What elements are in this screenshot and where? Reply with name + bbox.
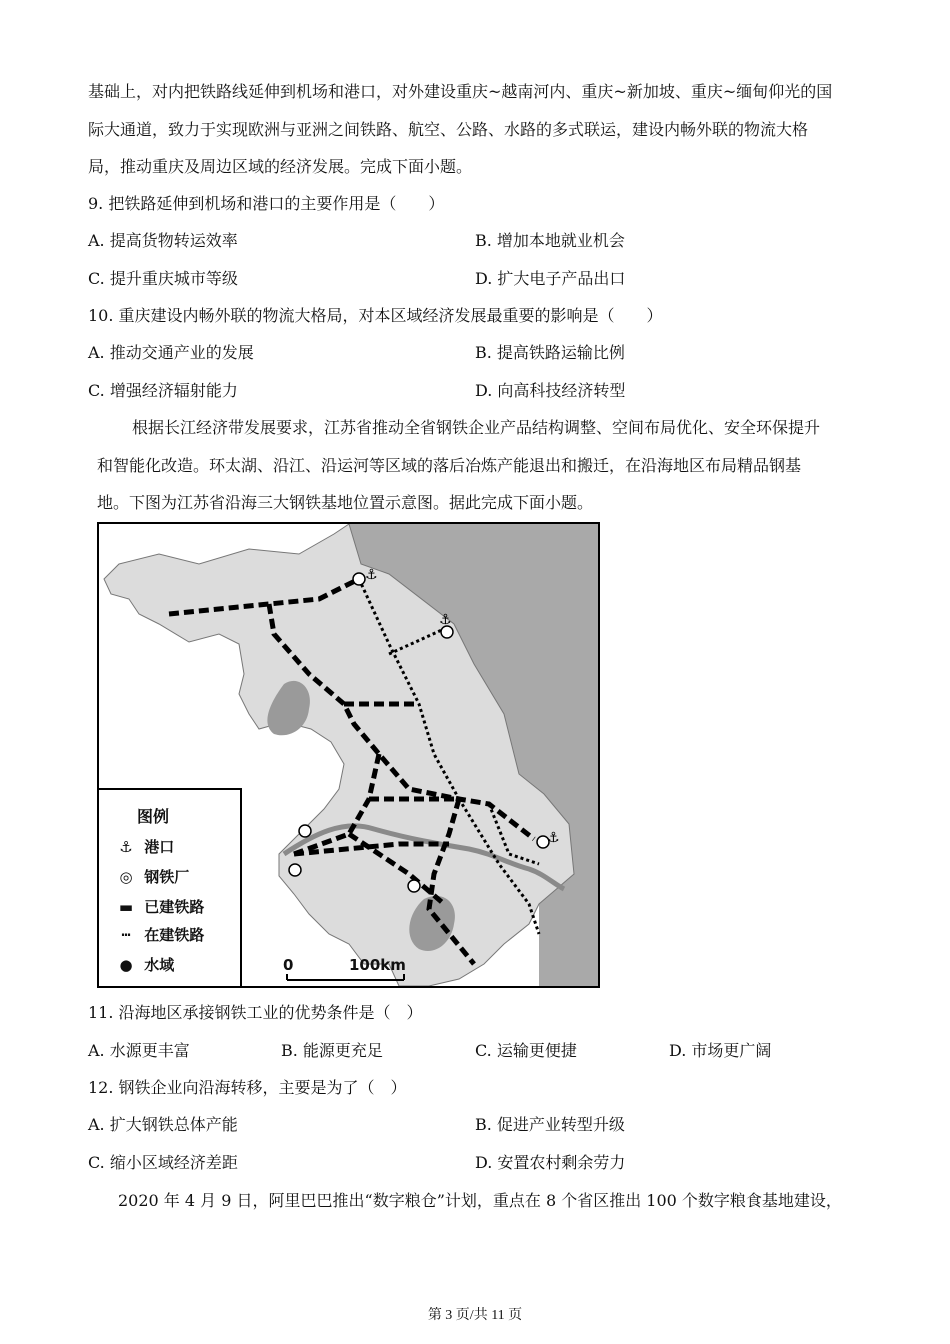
legend-built [113, 896, 204, 917]
question-10-option-d[interactable]: D. 向高科技经济转型 [475, 381, 626, 400]
question-11-stem: 11. 沿海地区承接钢铁工业的优势条件是（ ） [88, 1003, 423, 1022]
legend-building [113, 924, 204, 945]
steel-plant-icon: ◎ [119, 868, 133, 886]
legend-built-label: 已建铁路 [144, 898, 205, 916]
question-11-option-b[interactable]: B. 能源更充足 [281, 1041, 383, 1060]
question-12-option-d[interactable]: D. 安置农村剩余劳力 [475, 1153, 626, 1172]
built-railway-icon: ▬ [118, 898, 134, 916]
question-10-option-a[interactable]: A. 推动交通产业的发展 [88, 343, 254, 362]
legend-steel-label: 钢铁厂 [144, 868, 190, 886]
scale-label: 100km [349, 956, 406, 974]
legend-building-label: 在建铁路 [144, 926, 205, 944]
question-11-option-c[interactable]: C. 运输更便捷 [475, 1041, 577, 1060]
legend-water [113, 954, 174, 975]
page-footer: 第 3 页/共 11 页 [427, 1308, 523, 1323]
svg-text:⚓: ⚓ [439, 612, 452, 628]
passage-2-line-2: 和智能化改造。环太湖、沿江、沿运河等区域的落后冶炼产能退出和搬迁，在沿海地区布局精品钢基 [97, 456, 802, 475]
intro-line-2: 际大通道，致力于实现欧洲与亚洲之间铁路、航空、公路、水路的多式联运，建设内畅外联的物流大格 [88, 120, 809, 139]
question-9-stem: 9. 把铁路延伸到机场和港口的主要作用是（ ） [88, 194, 445, 213]
question-12-option-c[interactable]: C. 缩小区域经济差距 [88, 1153, 238, 1172]
question-10-stem: 10. 重庆建设内畅外联的物流大格局，对本区域经济发展最重要的影响是（ ） [88, 306, 663, 325]
question-12-option-b[interactable]: B. 促进产业转型升级 [475, 1115, 625, 1134]
svg-text:⚓: ⚓ [547, 830, 560, 846]
legend-steel [113, 866, 189, 887]
jiangsu-steel-base-map [97, 522, 600, 988]
passage-3-line-1: 2020 年 4 月 9 日，阿里巴巴推出“数字粮仓”计划，重点在 8 个省区推出 100 个数字粮食基地建设， [118, 1191, 842, 1210]
question-11-option-a[interactable]: A. 水源更丰富 [88, 1041, 190, 1060]
question-11-option-d[interactable]: D. 市场更广阔 [669, 1041, 772, 1060]
passage-2-line-3: 地。下图为江苏省沿海三大钢铁基地位置示意图。据此完成下面小题。 [97, 493, 594, 512]
legend-port-label: 港口 [144, 838, 175, 856]
water-icon: ● [119, 956, 133, 974]
anchor-icon: ⚓ [119, 838, 133, 856]
question-9-option-b[interactable]: B. 增加本地就业机会 [475, 231, 625, 250]
map-legend [99, 788, 242, 988]
passage-2-line-1: 根据长江经济带发展要求，江苏省推动全省钢铁企业产品结构调整、空间布局优化、安全环保提升 [132, 418, 821, 437]
building-railway-icon: ┅ [121, 926, 131, 944]
legend-water-label: 水域 [144, 956, 175, 974]
legend-port [113, 836, 174, 857]
svg-text:⚓: ⚓ [365, 567, 378, 583]
legend-title: 图例 [137, 807, 170, 826]
question-12-option-a[interactable]: A. 扩大钢铁总体产能 [88, 1115, 238, 1134]
question-9-option-d[interactable]: D. 扩大电子产品出口 [475, 269, 626, 288]
question-9-option-c[interactable]: C. 提升重庆城市等级 [88, 269, 238, 288]
question-12-stem: 12. 钢铁企业向沿海转移，主要是为了（ ） [88, 1078, 407, 1097]
intro-line-3: 局，推动重庆及周边区域的经济发展。完成下面小题。 [88, 157, 473, 176]
question-10-option-c[interactable]: C. 增强经济辐射能力 [88, 381, 238, 400]
scale-zero: 0 [283, 956, 294, 974]
question-9-option-a[interactable]: A. 提高货物转运效率 [88, 231, 238, 250]
intro-line-1: 基础上，对内把铁路线延伸到机场和港口，对外建设重庆~越南河内、重庆~新加坡、重庆~缅甸仰光的国 [88, 82, 833, 101]
question-10-option-b[interactable]: B. 提高铁路运输比例 [475, 343, 625, 362]
